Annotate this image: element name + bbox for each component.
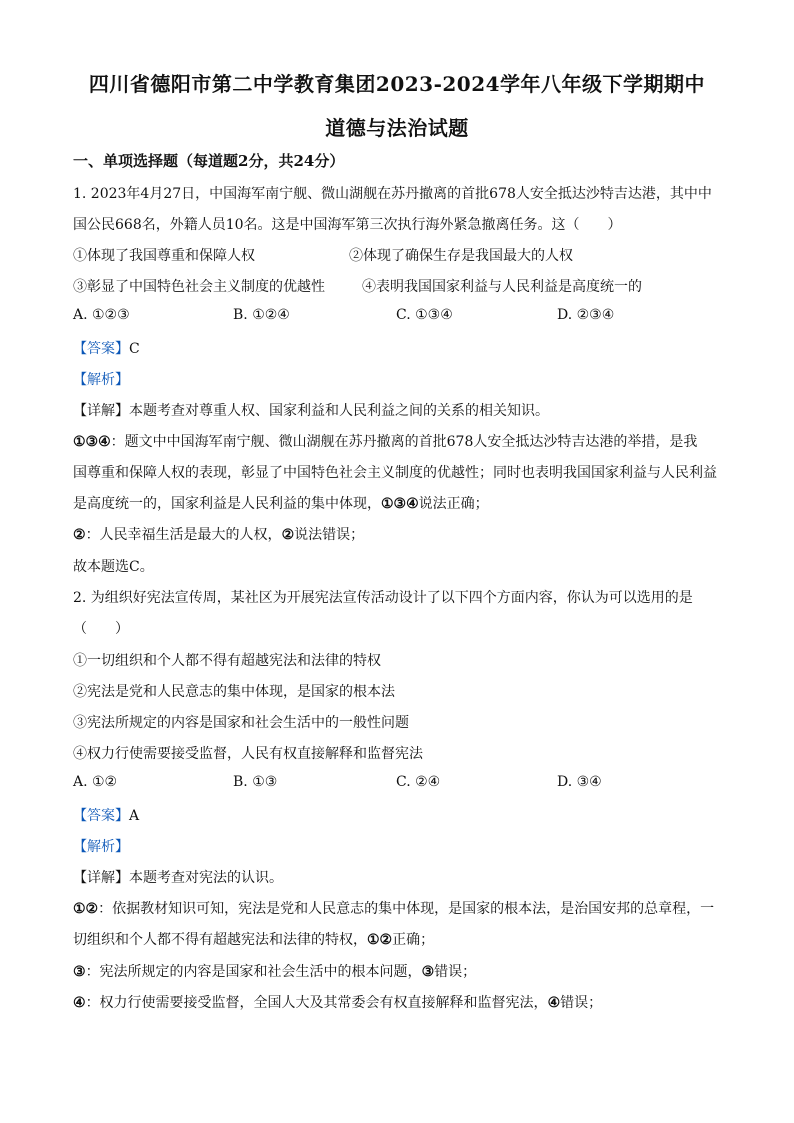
explanation-number: ③ — [421, 964, 435, 980]
explanation-number: ④ — [547, 995, 561, 1011]
q2-explanation-line4 — [73, 992, 733, 1012]
explanation-number: ①③④ — [381, 496, 419, 512]
detail-text: 本题考查对宪法的认识。 — [129, 870, 283, 886]
q1-statement-2: ②体现了确保生存是我国最大的人权 — [349, 248, 573, 264]
q1-explanation-line1 — [73, 431, 733, 451]
answer-tag: 【答案】 — [73, 341, 129, 357]
analysis-tag: 【解析】 — [73, 372, 129, 388]
explanation-text: 说法正确； — [418, 496, 489, 512]
q1-option-c: C. ①③④ — [396, 307, 453, 323]
q1-answer — [73, 338, 733, 358]
q2-option-c: C. ②④ — [396, 774, 441, 790]
explanation-text: ：权力行使需要接受监督，全国人大及其常委会有权直接解释和监督宪法， — [85, 995, 548, 1011]
detail-text: 本题考查对尊重人权、国家利益和人民利益之间的关系的相关知识。 — [129, 403, 549, 419]
answer-value: A — [129, 808, 140, 824]
q2-statement-1: ①一切组织和个人都不得有超越宪法和法律的特权 — [73, 653, 381, 669]
section-heading: 一、单项选择题（每道题2分，共24分） — [73, 152, 345, 170]
explanation-number: ② — [73, 527, 86, 543]
q2-detail — [73, 867, 733, 887]
q2-explanation-line2 — [73, 929, 733, 949]
explanation-text: 说法错误； — [294, 527, 365, 543]
explanation-text: 正确； — [392, 932, 435, 948]
q1-explanation-line2: 国尊重和保障人权的表现，彰显了中国特色社会主义制度的优越性；同时也表明我国国家利益与人民利益 — [73, 465, 717, 481]
q2-statement-3: ③宪法所规定的内容是国家和社会生活中的一般性问题 — [73, 715, 409, 731]
q1-detail — [73, 400, 733, 420]
q2-explanation-line1 — [73, 898, 733, 918]
answer-tag: 【答案】 — [73, 808, 129, 824]
q2-stem-line2: （ ） — [73, 621, 129, 637]
q1-option-b: B. ①②④ — [233, 307, 290, 323]
q1-stem-line2: 国公民668名，外籍人员10名。这是中国海军第三次执行海外紧急撤离任务。这（ ） — [73, 217, 622, 233]
explanation-number: ①② — [73, 901, 99, 917]
q1-option-d: D. ②③④ — [557, 307, 615, 323]
q2-explanation-line3 — [73, 961, 733, 981]
document-subtitle: 道德与法治试题 — [325, 116, 469, 140]
explanation-text: ：依据教材知识可知，宪法是党和人民意志的集中体现，是国家的根本法，是治国安邦的总章程，一 — [98, 901, 715, 917]
q2-statement-2: ②宪法是党和人民意志的集中体现，是国家的根本法 — [73, 684, 395, 700]
explanation-number: ①② — [367, 932, 393, 948]
q1-explanation-line3 — [73, 493, 733, 513]
q2-stem-line1: 2. 为组织好宪法宣传周，某社区为开展宪法宣传活动设计了以下四个方面内容，你认为可以选用的是 — [73, 590, 693, 606]
q1-conclusion: 故本题选C。 — [73, 559, 154, 575]
detail-tag: 【详解】 — [73, 870, 129, 886]
explanation-number: ③ — [73, 964, 86, 980]
detail-tag: 【详解】 — [73, 403, 129, 419]
answer-value: C — [129, 341, 140, 357]
explanation-text: ：题文中中国海军南宁舰、微山湖舰在苏丹撤离的首批678人安全抵达沙特吉达港的举措，是我 — [110, 434, 698, 450]
q2-option-d: D. ③④ — [557, 774, 602, 790]
q2-option-b: B. ①③ — [233, 774, 278, 790]
explanation-number: ④ — [73, 995, 86, 1011]
q2-analysis-tag — [73, 836, 733, 856]
analysis-tag: 【解析】 — [73, 839, 129, 855]
explanation-text: 错误； — [560, 995, 603, 1011]
explanation-text: 是高度统一的，国家利益是人民利益的集中体现， — [73, 496, 381, 512]
document-title: 四川省德阳市第二中学教育集团2023-2024学年八年级下学期期中 — [88, 72, 706, 96]
explanation-number: ② — [281, 527, 295, 543]
q1-analysis-tag — [73, 369, 733, 389]
explanation-text: 切组织和个人都不得有超越宪法和法律的特权， — [73, 932, 367, 948]
q1-option-a: A. ①②③ — [73, 307, 130, 323]
explanation-text: 错误； — [434, 964, 477, 980]
explanation-text: ：人民幸福生活是最大的人权， — [85, 527, 282, 543]
q1-statement-1: ①体现了我国尊重和保障人权 — [73, 248, 255, 264]
explanation-text: ：宪法所规定的内容是国家和社会生活中的根本问题， — [85, 964, 422, 980]
q2-statement-4: ④权力行使需要接受监督，人民有权直接解释和监督宪法 — [73, 746, 423, 762]
q1-statement-3: ③彰显了中国特色社会主义制度的优越性 — [73, 279, 325, 295]
q2-answer — [73, 805, 733, 825]
q1-statement-4: ④表明我国国家利益与人民利益是高度统一的 — [362, 279, 642, 295]
q2-option-a: A. ①② — [73, 774, 118, 790]
q1-explanation-line4 — [73, 524, 733, 544]
q1-stem-line1: 1. 2023年4月27日，中国海军南宁舰、微山湖舰在苏丹撤离的首批678人安全抵达沙特吉达港，其中中 — [73, 186, 712, 202]
explanation-number: ①③④ — [73, 434, 111, 450]
